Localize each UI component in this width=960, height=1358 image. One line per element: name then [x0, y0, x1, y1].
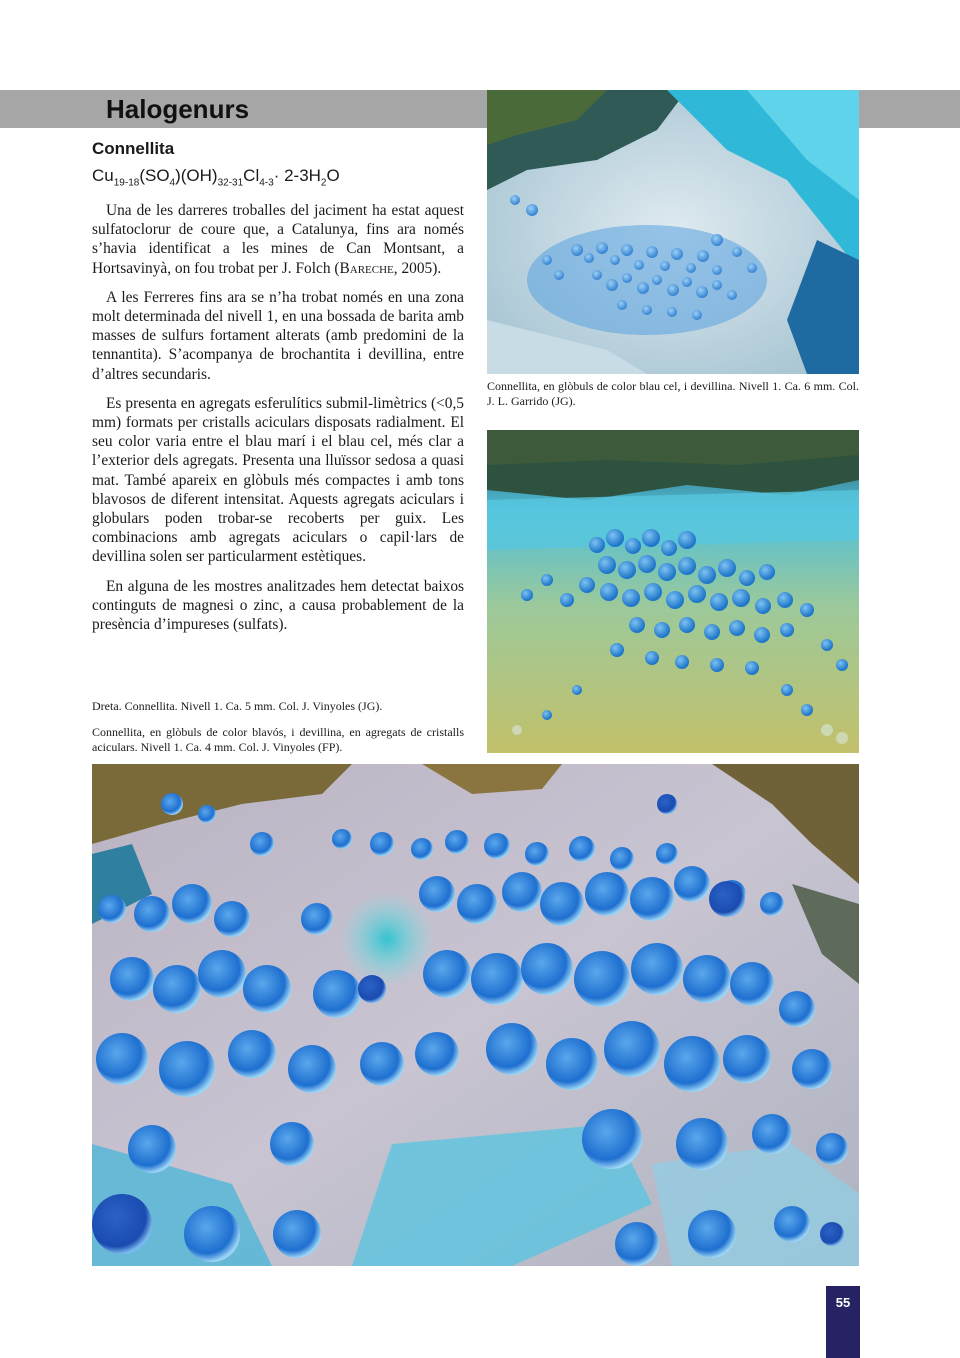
mineral-photo-middle-right [487, 430, 859, 753]
caption-left-1: Dreta. Connellita. Nivell 1. Ca. 5 mm. Col. J. Vinyoles (JG). [92, 699, 383, 713]
article-body [92, 201, 464, 644]
mineral-name: Connellita [92, 139, 175, 158]
section-title: Halogenurs [106, 94, 250, 124]
caption-right-top: Connellita, en glòbuls de color blau cel, i devillina. Nivell 1. Ca. 6 mm. Col. J. L. Garrido (JG). [487, 379, 859, 408]
paragraph-3: Es presenta en agregats esferulítics submil-limètrics (<0,5 mm) formats per cristalls aciculars disposats radialment. El seu color varia entre el blau marí i el blau cel, més clar a l’exterior dels agregats. Presenta una lluïssor sedosa a quasi mat. També apareix en glòbuls més compactes i amb tons blavosos de diferent intensitat. Aquests agregats aciculars i globulars poden trobar-se recoberts per guix. Les combinacions amb agregats aciculars o capil·lars de devillina solen ser particularment estètiques. [92, 394, 464, 566]
caption-left-2: Connellita, en glòbuls de color blavós, i devillina, en agregats de cristalls aciculars. Nivell 1. Ca. 4 mm. Col. J. Vinyoles (FP). [92, 725, 464, 754]
paragraph-1: Una de les darreres troballes del jaciment ha estat aquest sulfatoclorur de coure que, a Catalunya, fins ara només s’havia identificat a les mines de Can Montsant, a Hortsavinyà, on fou trobat per J. Folch (Bareche, 2005). [92, 202, 464, 277]
paragraph-2: A les Ferreres fins ara se n’ha trobat només en una zona molt determinada del nivell 1, en una bossada de barita amb masses de sulfurs fortament alterats (amb predomini de la tennantita). S’acompanya de brochantita i devillina, entre d’altres secundaris. [92, 288, 464, 383]
chemical-formula: $Cu_{19-18}(SO_4)(OH)_{32-31}Cl_{4-3}\cdot 2-3H_2O$ [92, 166, 340, 189]
reference-author: Bareche [339, 259, 394, 277]
mineral-photo-bottom-large [92, 764, 859, 1266]
mineral-photo-top-right [487, 90, 859, 374]
paragraph-4: En alguna de les mostres analitzades hem detectat baixos continguts de magnesi o zinc, a causa probablement de la presència d’impureses (sulfats). [92, 577, 464, 634]
page-number: 55 [835, 1295, 851, 1310]
